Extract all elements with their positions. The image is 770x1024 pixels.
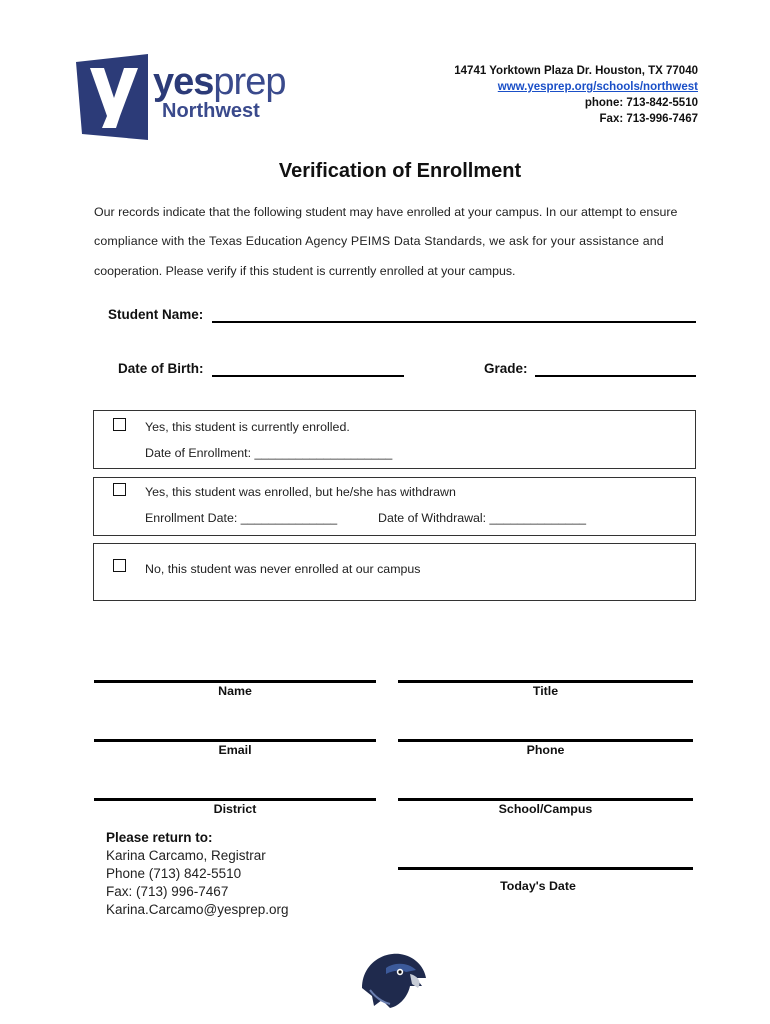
- district-signature-line[interactable]: [94, 798, 376, 801]
- title-signature-line[interactable]: [398, 680, 693, 683]
- dob-label: Date of Birth:: [118, 361, 204, 376]
- return-to-heading: Please return to:: [106, 830, 213, 845]
- logo-wordmark: yesprep: [153, 61, 286, 103]
- option-withdrawn-label: Yes, this student was enrolled, but he/she has withdrawn: [145, 485, 456, 499]
- district-label: District: [213, 802, 257, 816]
- school-phone: phone: 713-842-5510: [584, 97, 698, 109]
- grade-field[interactable]: [535, 375, 696, 377]
- school-address: 14741 Yorktown Plaza Dr. Houston, TX 77040: [454, 65, 698, 77]
- return-contact-phone: Phone (713) 842-5510: [106, 866, 242, 881]
- withdrawn-checkbox[interactable]: [113, 483, 126, 496]
- enrolled-checkbox[interactable]: [113, 418, 126, 431]
- email-signature-line[interactable]: [94, 739, 376, 742]
- date-signature-line[interactable]: [398, 867, 693, 870]
- option-enrolled-label: Yes, this student is currently enrolled.: [145, 420, 350, 434]
- option-enrolled-box: [93, 410, 696, 469]
- email-label: Email: [218, 743, 252, 757]
- name-label: Name: [218, 684, 252, 698]
- option-never-label: No, this student was never enrolled at our campus: [145, 562, 421, 576]
- return-contact-fax: Fax: (713) 996-7467: [106, 884, 229, 899]
- hawk-mascot-icon: [356, 948, 428, 1010]
- return-contact-name: Karina Carcamo, Registrar: [106, 848, 266, 863]
- page-title: Verification of Enrollment: [278, 160, 522, 182]
- withdrawal-date-field[interactable]: Date of Withdrawal: ______________: [378, 511, 587, 525]
- phone-signature-line[interactable]: [398, 739, 693, 742]
- dob-field[interactable]: [212, 375, 404, 377]
- student-name-field[interactable]: [212, 321, 696, 323]
- campus-label: School/Campus: [498, 802, 593, 816]
- school-fax: Fax: 713-996-7467: [599, 113, 698, 125]
- name-signature-line[interactable]: [94, 680, 376, 683]
- intro-line-3: cooperation. Please verify if this student is currently enrolled at your campus.: [94, 264, 516, 278]
- logo-campus-name: Northwest: [162, 100, 260, 122]
- never-enrolled-checkbox[interactable]: [113, 559, 126, 572]
- student-name-label: Student Name:: [108, 307, 204, 322]
- campus-signature-line[interactable]: [398, 798, 693, 801]
- intro-line-2: compliance with the Texas Education Agency PEIMS Data Standards, we ask for your assistance and: [94, 234, 664, 248]
- title-label: Title: [532, 684, 559, 698]
- phone-label: Phone: [526, 743, 565, 757]
- grade-label: Grade:: [484, 361, 528, 376]
- school-website-link[interactable]: www.yesprep.org/schools/northwest: [497, 81, 698, 93]
- withdrawn-enrollment-date-field[interactable]: Enrollment Date: ______________: [145, 511, 338, 525]
- return-contact-email[interactable]: Karina.Carcamo@yesprep.org: [106, 902, 289, 917]
- intro-line-1: Our records indicate that the following student may have enrolled at your campus. In our attempt to ensure: [94, 205, 678, 219]
- todays-date-label: Today's Date: [500, 879, 576, 893]
- enrollment-date-field[interactable]: Date of Enrollment: ____________________: [145, 446, 393, 460]
